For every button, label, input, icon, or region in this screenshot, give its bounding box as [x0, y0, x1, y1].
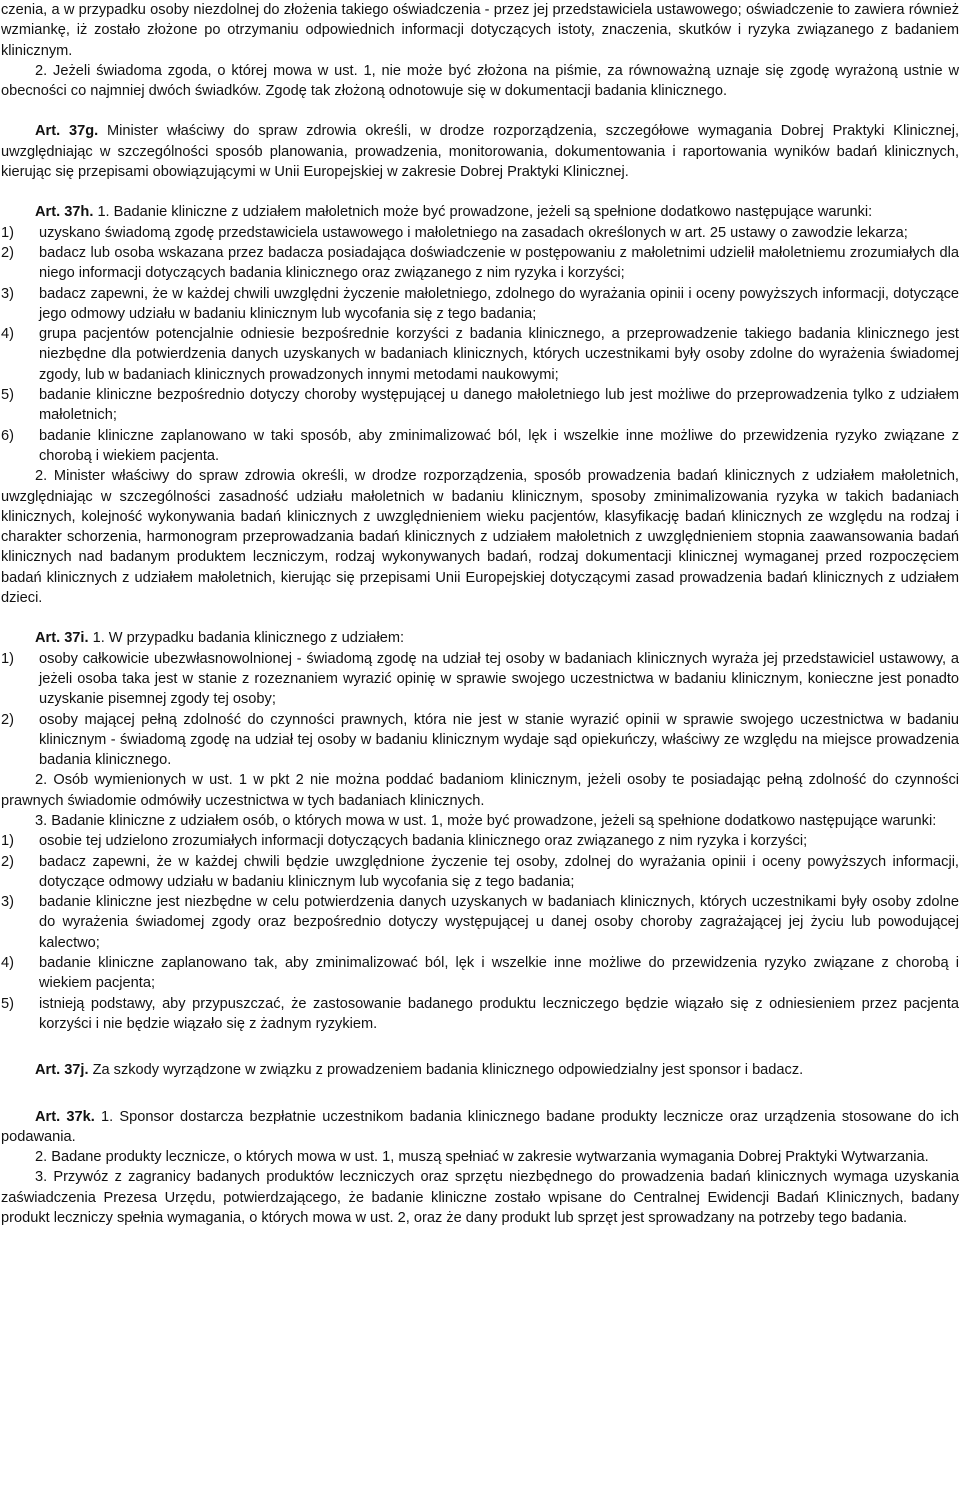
paragraph: czenia, a w przypadku osoby niezdolnej do złożenia takiego oświadczenia - przez jej przedstawiciela ustawowego; oświadczenie to zawiera również wzmiankę, iż zostało złożone po otrzymaniu odpowiednich informacji dotyczących istoty, znaczenia, skutków i ryzyka związanego z badaniem klinicznym.	[1, 2, 959, 59]
paragraph: 2. Minister właściwy do spraw zdrowia określi, w drodze rozporządzenia, sposób prowadzenia badań klinicznych z udziałem małoletnich, uwzględniając w szczególności zasadność udziału małoletnich w badaniu klinicznym, sposoby zminimalizowania ryzyka w takich badaniach klinicznych, kolejność wykonywania badań klinicznych z uwzględnieniem wieku pacjentów, klasyfikację badań klinicznych ze względu na rodzaj i charakter schorzenia, harmonogram przeprowadzania badań klinicznych z udziałem małoletnich z uwzględnieniem stopnia zaawansowania badań klinicznych nad badanym produktem leczniczym, rodzaj wykonywanych badań, rodzaj dokumentacji klinicznej wymaganej przed rozpoczęciem badań klinicznych z udziałem małoletnich, kierując się przepisami Unii Europejskiej dotyczącymi zasad prowadzenia badań klinicznych z udziałem dzieci.	[1, 468, 959, 607]
article-number: Art. 37i.	[35, 630, 89, 647]
article-art-37j	[1, 1060, 959, 1080]
list-item-text: badacz zapewni, że w każdej chwili uwzględni życzenie małoletniego, zdolnego do wyrażania opinii i oceny powyższych informacji, dotyczące jego odmowy udziału w badaniu klinicznym lub wycofania się z tego badania;	[39, 285, 959, 322]
article-art-37h	[1, 202, 959, 222]
list-item-number: 1)	[1, 833, 14, 850]
list-item-number: 5)	[1, 995, 14, 1012]
list-item-number: 4)	[1, 326, 14, 343]
article-art-37i	[1, 628, 959, 648]
list-item-text: badanie kliniczne zaplanowano w taki sposób, aby zminimalizować ból, lęk i wszelkie inne możliwe do przewidzenia ryzyko związane z chorobą i wiekiem pacjenta.	[39, 427, 959, 464]
list-item	[1, 852, 959, 893]
article-text: 1. Badanie kliniczne z udziałem małoletnich może być prowadzone, jeżeli są spełnione dodatkowo następujące warunki:	[93, 204, 873, 221]
paragraph: 3. Przywóz z zagranicy badanych produktów leczniczych oraz sprzętu niezbędnego do prowadzenia badań klinicznych wymaga uzyskania zaświadczenia Prezesa Urzędu, potwierdzającego, że badanie kliniczne zostało wpisane do Centralnej Ewidencji Badań Klinicznych, badany produkt leczniczy spełnia wymagania, o których mowa w ust. 2, oraz że dany produkt lub sprzęt jest sprowadzany na potrzeby tego badania.	[1, 1169, 959, 1227]
paragraph: 2. Osób wymienionych w ust. 1 w pkt 2 nie można poddać badaniom klinicznym, jeżeli osoby te posiadając pełną zdolność do czynności prawnych świadomie odmówiły uczestnictwa w tych badaniach klinicznych.	[1, 772, 959, 809]
list-item-number: 3)	[1, 894, 14, 911]
list-item-number: 4)	[1, 955, 14, 972]
list-item	[1, 324, 959, 385]
list-item-text: grupa pacjentów potencjalnie odniesie bezpośrednie korzyści z badania klinicznego, a przeprowadzenie takiego badania klinicznego jest niezbędne dla potwierdzenia danych uzyskanych w badaniach klinicznych, których uczestnikami były osoby zdolne do wyrażenia świadomej zgody, lub w badaniach klinicznych prowadzonych innymi metodami naukowymi;	[39, 326, 959, 383]
list-item-number: 1)	[1, 650, 14, 667]
article-text: Minister właściwy do spraw zdrowia określi, w drodze rozporządzenia, szczegółowe wymagania Dobrej Praktyki Klinicznej, uwzględniając w szczególności sposób planowania, prowadzenia, monitorowania, dokumentowania i raportowania wyników badań klinicznych, kierując się przepisami obowiązującymi w Unii Europejskiej w zakresie Dobrej Praktyki Klinicznej.	[1, 123, 959, 181]
list-item-number: 2)	[1, 853, 14, 870]
list-item-text: osobie tej udzielono zrozumiałych informacji dotyczących badania klinicznego oraz związanego z nim ryzyka i korzyści;	[39, 833, 808, 850]
list-item-text: osoby mającej pełną zdolność do czynności prawnych, która nie jest w stanie wyrazić opinii w sprawie swojego uczestnictwa w badaniu klinicznym - świadomą zgodę na udział tej osoby w badaniu klinicznym wydaje sąd opiekuńczy, właściwy ze względu na miejsce prowadzenia badania klinicznego.	[39, 711, 959, 769]
paragraph: 2. Jeżeli świadoma zgoda, o której mowa w ust. 1, nie może być złożona na piśmie, za równoważną uznaje się zgodę wyrażoną ustnie w obecności co najmniej dwóch świadków. Zgodę tak złożoną odnotowuje się w dokumentacji badania klinicznego.	[1, 62, 959, 100]
list-item-number: 2)	[1, 711, 14, 728]
list-item-text: badanie kliniczne bezpośrednio dotyczy choroby występującej u danego małoletniego lub jest możliwe do przeprowadzenia tylko z udziałem małoletnich;	[39, 387, 959, 424]
list-item	[1, 243, 959, 284]
list-item	[1, 385, 959, 426]
list-item-text: badanie kliniczne zaplanowano tak, aby zminimalizować ból, lęk i wszelkie inne możliwe do przewidzenia ryzyko związane z chorobą i wiekiem pacjenta;	[39, 955, 959, 992]
list-item	[1, 953, 959, 994]
list-item-text: istnieją podstawy, aby przypuszczać, że zastosowanie badanego produktu leczniczego będzie wiązało się z odniesieniem przez pacjenta korzyści i nie będzie wiązało się z żadnym ryzykiem.	[39, 995, 959, 1032]
article-art-37k	[1, 1107, 959, 1148]
list-item-text: uzyskano świadomą zgodę przedstawiciela ustawowego i małoletniego na zasadach określonych w art. 25 ustawy o zawodzie lekarza;	[39, 224, 908, 241]
article-text: Za szkody wyrządzone w związku z prowadzeniem badania klinicznego odpowiedzialny jest sponsor i badacz.	[88, 1062, 804, 1079]
list-item	[1, 223, 959, 243]
list-item	[1, 649, 959, 710]
list-item-text: osoby całkowicie ubezwłasnowolnionej - świadomą zgodę na udział tej osoby w badaniach klinicznych wyraża jej przedstawiciel ustawowy, a jeżeli osoba taka jest w stanie z rozeznaniem wyrazić opinię w sprawie swojego uczestnictwa w badaniu klinicznym, konieczne jest ponadto uzyskanie pisemnej zgody tej osoby;	[39, 650, 959, 708]
article-number: Art. 37h.	[35, 204, 94, 221]
list-item	[1, 710, 959, 771]
list-item	[1, 426, 959, 467]
article-number: Art. 37k.	[35, 1108, 95, 1125]
article-text: 1. W przypadku badania klinicznego z udziałem:	[88, 630, 405, 647]
article-number: Art. 37g.	[35, 123, 99, 140]
list-item-text: badanie kliniczne jest niezbędne w celu potwierdzenia danych uzyskanych w badaniach klinicznych, których uczestnikami były osoby zdolne do wyrażenia świadomej zgody oraz bezpośrednio dotyczy występującej u danej osoby choroby zagrażającej jej życiu lub powodującej kalectwo;	[39, 894, 959, 951]
article-art-37g	[1, 121, 959, 182]
list-item	[1, 831, 959, 851]
list-item	[1, 892, 959, 953]
list-item-number: 6)	[1, 427, 14, 444]
list-item	[1, 994, 959, 1035]
list-item	[1, 284, 959, 325]
list-item-text: badacz zapewni, że w każdej chwili będzie uwzględnione życzenie tej osoby, zdolnej do wyrażania opinii i oceny powyższych informacji, dotyczące odmowy udziału w badaniu klinicznym lub wycofania się z tego badania;	[39, 853, 959, 890]
list-item-number: 1)	[1, 224, 14, 241]
article-text: 1. Sponsor dostarcza bezpłatnie uczestnikom badania klinicznego badane produkty lecznicze oraz urządzenia stosowane do ich podawania.	[1, 1108, 960, 1145]
paragraph: 3. Badanie kliniczne z udziałem osób, o których mowa w ust. 1, może być prowadzone, jeżeli są spełnione dodatkowo następujące warunki:	[35, 812, 937, 829]
article-number: Art. 37j.	[35, 1062, 89, 1079]
list-item-number: 3)	[1, 285, 14, 302]
list-item-number: 2)	[1, 244, 14, 261]
list-item-text: badacz lub osoba wskazana przez badacza posiadająca doświadczenie w postępowaniu z małoletnimi udzielił małoletniemu zrozumiałych dla niego informacji dotyczących badania klinicznego oraz związanego z nim ryzyka i korzyści;	[39, 244, 959, 282]
list-item-number: 5)	[1, 387, 14, 404]
paragraph: 2. Badane produkty lecznicze, o których mowa w ust. 1, muszą spełniać w zakresie wytwarzania wymagania Dobrej Praktyki Wytwarzania.	[35, 1149, 929, 1166]
